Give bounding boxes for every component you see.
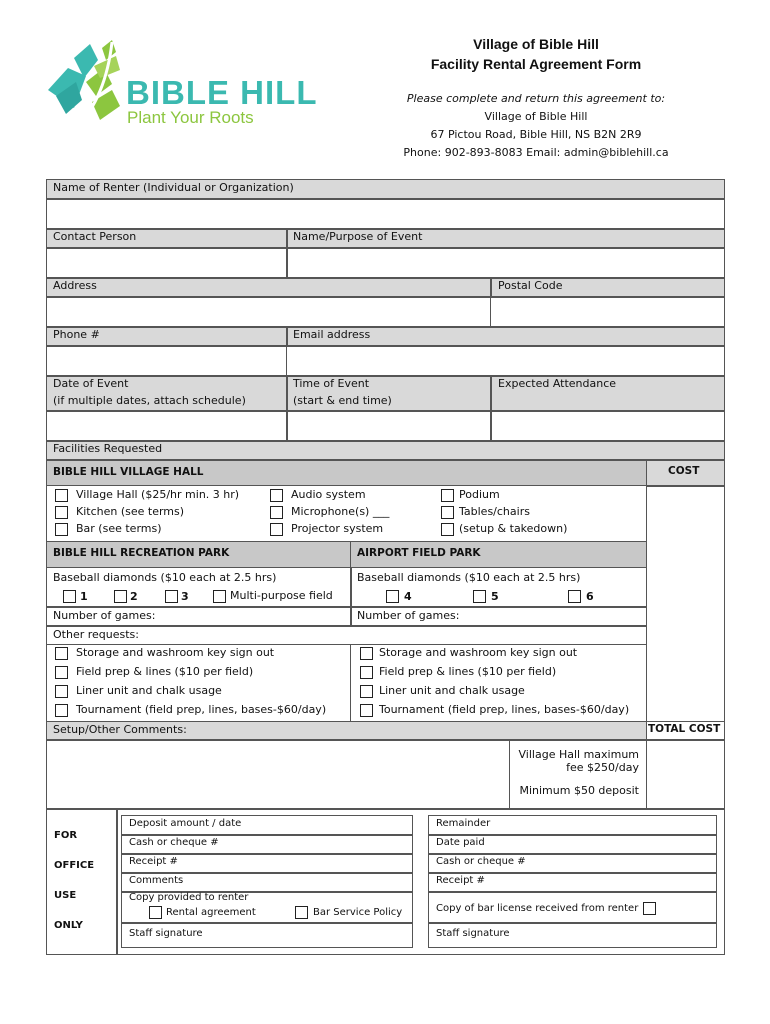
comments-label: Comments <box>129 875 184 886</box>
office-left-line <box>121 922 413 924</box>
email-field[interactable] <box>286 346 725 376</box>
office-side-label: USE <box>54 890 77 901</box>
airport-diamonds-label: Baseball diamonds ($10 each at 2.5 hrs) <box>357 571 581 584</box>
time-field[interactable] <box>286 411 491 441</box>
return-name: Village of Bible Hill <box>484 110 588 123</box>
projector-checkbox[interactable] <box>270 523 283 536</box>
org-title: Village of Bible Hill <box>473 36 599 52</box>
form-title: Facility Rental Agreement Form <box>430 56 642 72</box>
diamond-number: 4 <box>404 590 412 603</box>
rec-field-prep-checkbox[interactable] <box>55 666 68 679</box>
office-side-divider <box>116 809 118 955</box>
address-field[interactable] <box>46 297 491 327</box>
office-right-line <box>428 891 717 893</box>
date-field[interactable] <box>46 411 287 441</box>
return-instruction: Please complete and return this agreement to: <box>406 92 666 105</box>
return-address: 67 Pictou Road, Bible Hill, NS B2N 2R9 <box>430 128 642 141</box>
airport-park-header: AIRPORT FIELD PARK <box>357 547 481 559</box>
facilities-label: Facilities Requested <box>53 442 163 455</box>
village-hall-checkbox[interactable] <box>55 489 68 502</box>
airport-request: Tournament (field prep, lines, bases-$60/day) <box>379 703 630 716</box>
address-label: Address <box>53 279 97 292</box>
rental-agreement-label: Rental agreement <box>166 907 256 918</box>
copy-provided-label: Copy provided to renter <box>129 892 249 903</box>
hall-option: Village Hall ($25/hr min. 3 hr) <box>76 488 240 501</box>
office-right-line <box>428 834 717 836</box>
event-name-label: Name/Purpose of Event <box>293 230 423 243</box>
phone-label: Phone # <box>53 328 100 341</box>
audio-system-checkbox[interactable] <box>270 489 283 502</box>
deposit-label: Deposit amount / date <box>129 818 242 829</box>
remainder-label: Remainder <box>436 818 491 829</box>
airport-games-label: Number of games: <box>357 609 460 622</box>
park-divider <box>350 568 352 625</box>
date-label: Date of Event <box>53 377 129 390</box>
rec-diamonds-label: Baseball diamonds ($10 each at 2.5 hrs) <box>53 571 277 584</box>
airport-liner-checkbox[interactable] <box>360 685 373 698</box>
logo-tagline: Plant Your Roots <box>127 108 254 127</box>
office-right-line <box>428 853 717 855</box>
hall-max-fee: Village Hall maximum <box>518 748 639 761</box>
hall-option: Projector system <box>291 522 384 535</box>
logo <box>46 38 316 133</box>
rental-agreement-checkbox[interactable] <box>149 906 162 919</box>
attendance-label: Expected Attendance <box>498 377 617 390</box>
hall-option: Kitchen (see terms) <box>76 505 185 518</box>
rec-storage-checkbox[interactable] <box>55 647 68 660</box>
min-deposit: Minimum $50 deposit <box>519 784 639 797</box>
hall-option: Microphone(s) ___ <box>291 505 390 518</box>
office-right-line <box>428 922 717 924</box>
airport-field-prep-checkbox[interactable] <box>360 666 373 679</box>
kitchen-checkbox[interactable] <box>55 506 68 519</box>
multi-purpose-field-checkbox[interactable] <box>213 590 226 603</box>
hall-option: Tables/chairs <box>459 505 530 518</box>
event-name-field[interactable] <box>286 248 725 278</box>
rec-request: Field prep & lines ($10 per field) <box>76 665 254 678</box>
hall-max-fee-amount: fee $250/day <box>566 761 639 774</box>
receipt-label: Receipt # <box>129 856 178 867</box>
tables-chairs-checkbox[interactable] <box>441 506 454 519</box>
diamond-6-checkbox[interactable] <box>568 590 581 603</box>
office-side-label: FOR <box>54 830 78 841</box>
renter-name-label: Name of Renter (Individual or Organization) <box>53 181 294 194</box>
phone-label-divider <box>286 327 288 347</box>
diamond-number: 5 <box>491 590 499 603</box>
staff-signature-right-label: Staff signature <box>436 928 510 939</box>
rec-request: Tournament (field prep, lines, bases-$60/day) <box>76 703 327 716</box>
date-label-note: (if multiple dates, attach schedule) <box>53 394 246 407</box>
bar-license-checkbox[interactable] <box>643 902 656 915</box>
time-label-note: (start & end time) <box>293 394 392 407</box>
cash-cheque-label: Cash or cheque # <box>129 837 219 848</box>
diamond-1-checkbox[interactable] <box>63 590 76 603</box>
hall-option: Audio system <box>291 488 366 501</box>
postal-code-field[interactable] <box>490 297 725 327</box>
diamond-2-checkbox[interactable] <box>114 590 127 603</box>
bar-policy-checkbox[interactable] <box>295 906 308 919</box>
rec-park-header: BIBLE HILL RECREATION PARK <box>53 547 230 559</box>
bar-checkbox[interactable] <box>55 523 68 536</box>
logo-name: BIBLE HILL <box>126 74 318 111</box>
setup-comments-label: Setup/Other Comments: <box>53 723 187 736</box>
setup-comments-field[interactable] <box>46 740 510 809</box>
receipt-right-label: Receipt # <box>436 875 485 886</box>
contact-person-label: Contact Person <box>53 230 137 243</box>
games-row-line <box>46 606 647 608</box>
attendance-field[interactable] <box>490 411 725 441</box>
leaf-logo-icon <box>46 38 136 133</box>
total-cost-label: TOTAL COST <box>648 723 721 735</box>
setup-takedown-checkbox[interactable] <box>441 523 454 536</box>
hall-option: Bar (see terms) <box>76 522 162 535</box>
postal-code-label: Postal Code <box>498 279 563 292</box>
postal-label-divider <box>490 278 492 298</box>
phone-field[interactable] <box>46 346 287 376</box>
diamond-number: 1 <box>80 590 88 603</box>
office-left-line <box>121 853 413 855</box>
office-left-line <box>121 834 413 836</box>
phone-label-row <box>46 327 725 346</box>
airport-storage-checkbox[interactable] <box>360 647 373 660</box>
hall-option: Podium <box>459 488 500 501</box>
hall-header: BIBLE HILL VILLAGE HALL <box>53 466 204 478</box>
rec-games-label: Number of games: <box>53 609 156 622</box>
cost-column <box>646 486 725 722</box>
cash-cheque-right-label: Cash or cheque # <box>436 856 526 867</box>
contact-person-field[interactable] <box>46 248 287 278</box>
office-right-line <box>428 872 717 874</box>
airport-tournament-checkbox[interactable] <box>360 704 373 717</box>
bar-policy-label: Bar Service Policy <box>313 907 403 918</box>
microphone-checkbox[interactable] <box>270 506 283 519</box>
total-cost-field[interactable] <box>646 740 725 809</box>
return-contact: Phone: 902-893-8083 Email: admin@biblehill.ca <box>403 146 669 159</box>
airport-request: Liner unit and chalk usage <box>379 684 525 697</box>
office-side-label: OFFICE <box>54 860 95 871</box>
rec-tournament-checkbox[interactable] <box>55 704 68 717</box>
date-paid-label: Date paid <box>436 837 485 848</box>
diamond-5-checkbox[interactable] <box>473 590 486 603</box>
diamond-3-checkbox[interactable] <box>165 590 178 603</box>
diamond-number: 3 <box>181 590 189 603</box>
rec-request: Storage and washroom key sign out <box>76 646 275 659</box>
bar-license-label: Copy of bar license received from renter <box>436 903 639 914</box>
airport-request: Storage and washroom key sign out <box>379 646 578 659</box>
other-requests-line <box>46 625 647 627</box>
airport-request: Field prep & lines ($10 per field) <box>379 665 557 678</box>
renter-name-field[interactable] <box>46 199 725 229</box>
office-side-label: ONLY <box>54 920 83 931</box>
hall-option: (setup & takedown) <box>459 522 568 535</box>
office-left-line <box>121 872 413 874</box>
rec-request: Liner unit and chalk usage <box>76 684 222 697</box>
podium-checkbox[interactable] <box>441 489 454 502</box>
email-label: Email address <box>293 328 371 341</box>
other-requests-label: Other requests: <box>53 628 139 641</box>
time-label: Time of Event <box>293 377 370 390</box>
diamond-number: 2 <box>130 590 138 603</box>
address-label-row <box>46 278 725 297</box>
cost-header: COST <box>668 465 700 477</box>
multi-purpose-field-label: Multi-purpose field <box>230 589 333 602</box>
diamond-number: 6 <box>586 590 594 603</box>
staff-signature-left-label: Staff signature <box>129 928 203 939</box>
diamond-4-checkbox[interactable] <box>386 590 399 603</box>
rec-liner-checkbox[interactable] <box>55 685 68 698</box>
